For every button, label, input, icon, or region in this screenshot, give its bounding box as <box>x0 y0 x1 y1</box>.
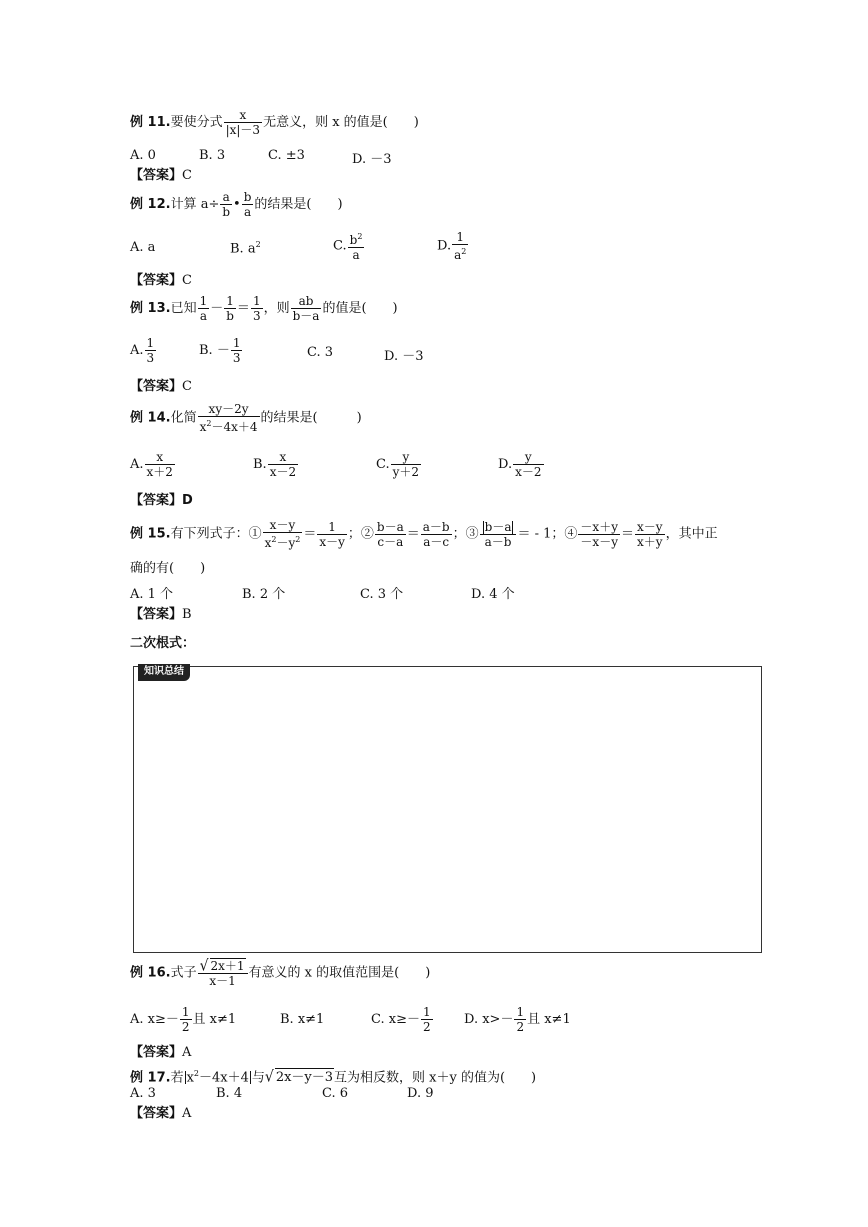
question-text: 无意义，则 x 的值是( ) <box>263 115 419 130</box>
option-d: D. 4 个 <box>471 587 515 602</box>
option-d: D. 9 <box>407 1086 434 1101</box>
option-c: C. ±3 <box>268 148 305 163</box>
radical-sign: √ <box>199 957 209 975</box>
example-label: 例 11. <box>130 115 171 130</box>
answer: 【答案】A <box>130 1045 192 1060</box>
fraction: $\frac{x}{|x|-3}$ <box>225 108 261 137</box>
option-c: C. 6 <box>322 1086 349 1101</box>
option-d: D. －3 <box>384 349 424 364</box>
example-label: 例 15. <box>130 526 171 542</box>
option-a: A. $\frac{1}{3}$ <box>130 336 155 365</box>
option-b: B. 2 个 <box>242 587 286 602</box>
example-17-question: 例 17.若 $x^2-4x+4$ 与√ 2x－y－3互为相反数，则 x＋y 的值为( ) <box>130 1068 537 1087</box>
option-b: B. $a^2$ <box>230 240 261 257</box>
option-b: B. x≠1 <box>280 1012 325 1027</box>
option-d: D. －3 <box>352 152 392 167</box>
option-c: C. 3 个 <box>360 587 404 602</box>
option-d: D. $\frac{y}{x-2}$ <box>498 450 542 479</box>
option-c: C. $\frac{y}{y+2}$ <box>376 450 420 479</box>
answer: 【答案】B <box>130 607 192 622</box>
answer: 【答案】D <box>130 493 193 508</box>
example-12-question: 例 12.计算 a÷ $\frac{a}{b}$ • $\frac{b}{a}$ 的结果是( ) <box>130 190 343 219</box>
fraction: $\frac{b}{a}$ <box>243 190 252 219</box>
example-label: 例 17. <box>130 1070 171 1086</box>
option-a: A. 0 <box>130 148 156 163</box>
fraction: $\frac{a}{b}$ <box>222 190 231 219</box>
option-a: A. 1 个 <box>130 587 174 602</box>
option-a: A. x≥－ $\frac{1}{2}$ 且 x≠1 <box>130 1005 237 1034</box>
option-a: A. 3 <box>130 1086 156 1101</box>
example-11-question <box>130 108 419 137</box>
option-b: B. $\frac{x}{x-2}$ <box>253 450 297 479</box>
option-d: D. x>－ $\frac{1}{2}$ 且 x≠1 <box>464 1005 571 1034</box>
answer: 【答案】A <box>130 1106 192 1121</box>
option-b: B. 4 <box>216 1086 243 1101</box>
option-a: A. a <box>130 240 156 255</box>
example-label: 例 16. <box>130 965 171 981</box>
section-title: 二次根式： <box>130 636 196 651</box>
example-15-question: 例 15.有下列式子：① $\frac{x-y}{x^2-y^2}$ ＝ $\frac{1}{x-y}$ ；② $\frac{b-a}{c-a}$ ＝ $\frac{a-b}{a-c}$ ；③ $\frac{b-a}{a-b}$ ＝ - 1；④ $\frac{-x+y}{-x-y}$ ＝ $\frac{x-y}{x+y}$ ，其中正 <box>130 518 718 550</box>
option-b: B. 3 <box>199 148 226 163</box>
option-c: C. 3 <box>307 345 334 360</box>
example-14-question: 例 14.化简 $\frac{xy-2y}{x^2-4x+4}$ 的结果是( ) <box>130 402 362 434</box>
example-16-question: 例 16.式子 $\frac{√ 2x+1}{x-1}$ 有意义的 x 的取值范围是( ) <box>130 957 431 988</box>
option-a: A. $\frac{x}{x+2}$ <box>130 450 173 479</box>
option-c: C. $\frac{b^2}{a}$ <box>333 232 363 262</box>
example-label: 例 12. <box>130 197 171 212</box>
example-label: 例 14. <box>130 410 171 426</box>
example-label: 例 13. <box>130 301 171 316</box>
option-d: D. $\frac{1}{a^2}$ <box>437 230 467 262</box>
example-13-question: 例 13.已知 $\frac{1}{a}$ － $\frac{1}{b}$ ＝ $\frac{1}{3}$ ，则 $\frac{ab}{b-a}$ 的值是( ) <box>130 294 398 323</box>
question-text-continued: 确的有( ) <box>130 561 206 576</box>
knowledge-summary-tag: 知识总结 <box>138 664 190 681</box>
question-text: 要使分式 <box>170 115 223 130</box>
answer: 【答案】C <box>130 168 192 183</box>
answer: 【答案】C <box>130 379 192 394</box>
answer: 【答案】C <box>130 273 192 288</box>
radical-sign: √ <box>264 1068 274 1087</box>
option-c: C. x≥－ $\frac{1}{2}$ <box>371 1005 431 1034</box>
knowledge-summary-box <box>133 666 762 953</box>
option-b: B. － $\frac{1}{3}$ <box>199 336 241 365</box>
